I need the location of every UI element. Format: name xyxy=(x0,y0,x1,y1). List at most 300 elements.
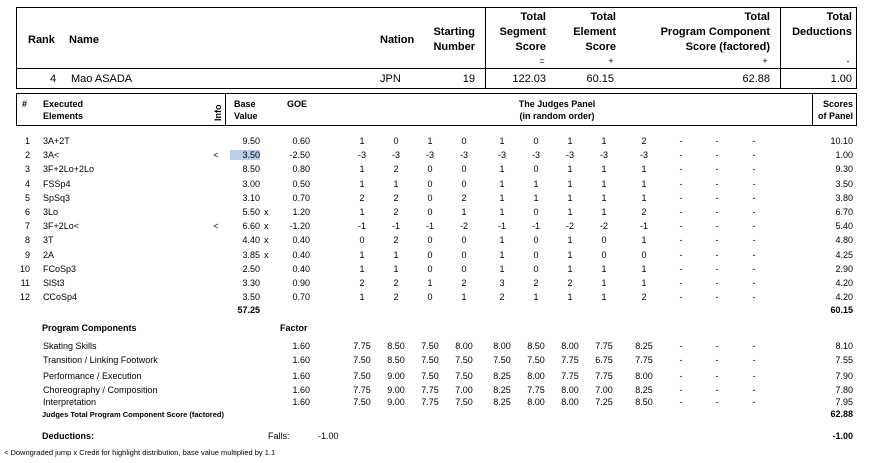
element-base-value: 3.10 xyxy=(242,192,260,203)
component-judge-score: 8.00 xyxy=(527,397,545,407)
element-bonus-marker: x xyxy=(264,235,269,246)
judge-grade: - xyxy=(752,164,756,175)
component-score: 7.95 xyxy=(835,397,853,407)
element-bonus-marker: x xyxy=(264,207,269,217)
element-number: 11 xyxy=(20,278,30,288)
judge-grade: 0 xyxy=(461,263,467,274)
judge-grade: 1 xyxy=(567,235,573,246)
component-judge-score: - xyxy=(752,355,756,365)
element-number: 3 xyxy=(24,164,30,175)
component-name: Choreography / Composition xyxy=(43,385,158,395)
header-divider-right xyxy=(780,7,781,89)
elem-header-1: Executed xyxy=(43,99,84,109)
elements-header-score-divider xyxy=(812,93,813,126)
element-base-value: 3.50 xyxy=(230,150,260,160)
skater-start: 19 xyxy=(462,73,475,85)
judge-grade: 1 xyxy=(601,164,607,175)
skater-tss: 122.03 xyxy=(512,73,546,85)
element-number: 2 xyxy=(24,150,30,161)
component-judge-score: 7.75 xyxy=(421,385,439,395)
judge-grade: 2 xyxy=(393,207,399,217)
judge-grade: 2 xyxy=(499,292,505,303)
component-judge-score: 7.75 xyxy=(595,341,613,351)
judge-grade: 1 xyxy=(359,292,365,303)
judge-grade: -1 xyxy=(425,221,434,232)
name-header: Name xyxy=(69,34,99,46)
judge-grade: 1 xyxy=(393,263,399,274)
footnote: < Downgraded jump x Credit for highlight distribution, base value multiplied by 1.1 xyxy=(4,448,276,457)
component-factor: 1.60 xyxy=(292,371,310,381)
component-judge-score: 7.50 xyxy=(421,341,439,351)
component-judge-score: 8.25 xyxy=(635,341,653,351)
judge-grade: 1 xyxy=(567,249,573,260)
elements-header-left xyxy=(16,93,17,126)
judge-grade: 2 xyxy=(393,278,399,288)
judge-grade: - xyxy=(752,278,756,288)
judge-grade: 1 xyxy=(359,164,365,175)
element-base-value: 3.00 xyxy=(242,178,260,189)
judge-grade: - xyxy=(679,292,683,303)
scores-header-1: Scores xyxy=(822,99,853,109)
judge-grade: 1 xyxy=(641,178,647,189)
judge-grade: - xyxy=(715,263,719,274)
judge-grade: - xyxy=(752,221,756,232)
judge-grade: 1 xyxy=(601,292,607,303)
skater-tes: 60.15 xyxy=(586,73,614,85)
component-judge-score: 9.00 xyxy=(387,385,405,395)
component-score: 7.90 xyxy=(835,371,853,381)
component-judge-score: 7.00 xyxy=(595,385,613,395)
judge-grade: -3 xyxy=(565,150,574,161)
component-judge-score: 7.50 xyxy=(527,355,545,365)
element-base-value: 5.50 xyxy=(242,207,260,217)
judge-grade: 1 xyxy=(567,263,573,274)
element-base-value: 9.50 xyxy=(242,136,260,146)
judge-grade: - xyxy=(679,164,683,175)
judge-grade: 1 xyxy=(641,235,647,246)
judge-grade: - xyxy=(752,150,756,161)
skater-pcs: 62.88 xyxy=(742,73,770,85)
tes-header-1: Total xyxy=(590,11,616,23)
judge-grade: - xyxy=(752,249,756,260)
element-base-value: 8.50 xyxy=(242,164,260,175)
skater-rank: 4 xyxy=(50,73,57,85)
component-judge-score: 8.00 xyxy=(561,341,579,351)
judge-grade: 0 xyxy=(533,263,539,274)
element-name: FCoSp3 xyxy=(43,263,77,274)
component-judge-score: 8.00 xyxy=(455,341,473,351)
judge-grade: 1 xyxy=(533,292,539,303)
element-number: 10 xyxy=(19,263,30,274)
component-judge-score: 8.00 xyxy=(493,341,511,351)
header-top-border xyxy=(16,7,857,8)
element-goe: 0.40 xyxy=(292,263,310,274)
judge-grade: 0 xyxy=(601,249,607,260)
judge-grade: 0 xyxy=(427,207,433,217)
judge-grade: 0 xyxy=(359,235,365,246)
element-name: 3T xyxy=(43,235,54,246)
judge-grade: 2 xyxy=(359,192,365,203)
judge-grade: 1 xyxy=(567,192,573,203)
judge-grade: 1 xyxy=(427,136,433,146)
component-factor: 1.60 xyxy=(292,397,310,407)
judge-grade: - xyxy=(715,249,719,260)
deductions-label: Deductions: xyxy=(42,431,95,441)
judge-grade: 2 xyxy=(641,207,647,217)
element-score: 5.40 xyxy=(835,221,853,232)
panel-header-1: The Judges Panel xyxy=(518,99,596,109)
judge-grade: 0 xyxy=(427,192,433,203)
component-name: Performance / Execution xyxy=(43,371,142,381)
element-name: 3F+2Lo< xyxy=(43,221,80,232)
elements-total-score: 60.15 xyxy=(830,305,853,315)
judge-grade: -1 xyxy=(357,221,366,232)
element-name: CCoSp4 xyxy=(43,292,78,303)
component-judge-score: - xyxy=(679,385,683,395)
component-name: Interpretation xyxy=(43,397,97,407)
header-right-border xyxy=(856,7,857,89)
component-judge-score: 7.50 xyxy=(353,371,371,381)
judge-grade: - xyxy=(715,235,719,246)
judge-grade: 1 xyxy=(499,136,505,146)
judge-grade: -1 xyxy=(497,221,506,232)
component-judge-score: 9.00 xyxy=(387,397,405,407)
judge-grade: 2 xyxy=(567,278,573,288)
deductions-total: -1.00 xyxy=(832,431,853,441)
judge-grade: 0 xyxy=(461,249,467,260)
judge-grade: 1 xyxy=(461,292,467,303)
component-judge-score: 8.50 xyxy=(387,355,405,365)
judge-grade: -3 xyxy=(391,150,400,161)
element-number: 12 xyxy=(19,292,30,303)
judge-grade: - xyxy=(715,136,719,146)
judge-grade: 1 xyxy=(601,178,607,189)
judge-grade: 1 xyxy=(359,136,365,146)
elements-header-top xyxy=(16,93,857,94)
judge-grade: -3 xyxy=(425,150,434,161)
judge-grade: 2 xyxy=(393,292,399,303)
element-goe: 0.40 xyxy=(292,235,310,246)
element-score: 2.90 xyxy=(835,263,853,274)
judge-grade: 1 xyxy=(567,136,573,146)
component-judge-score: - xyxy=(715,341,719,351)
judge-grade: 0 xyxy=(461,178,467,189)
pc-title: Program Components xyxy=(42,323,137,333)
component-judge-score: 7.75 xyxy=(561,371,579,381)
scores-header-2: of Panel xyxy=(817,111,853,121)
component-judge-score: 8.00 xyxy=(561,397,579,407)
starting-header-2: Number xyxy=(433,41,475,53)
element-number: 4 xyxy=(24,178,30,189)
element-score: 9.30 xyxy=(835,164,853,175)
judge-grade: 2 xyxy=(359,278,365,288)
component-judge-score: 8.00 xyxy=(635,371,653,381)
element-name: 3A< xyxy=(43,150,60,161)
tes-header-2: Element xyxy=(573,26,616,38)
judge-grade: 1 xyxy=(601,207,607,217)
judge-grade: 1 xyxy=(567,292,573,303)
judge-grade: - xyxy=(679,278,683,288)
judge-grade: 2 xyxy=(533,278,539,288)
pcs-operator: + xyxy=(762,56,768,66)
judge-grade: - xyxy=(715,221,719,232)
judge-grade: 2 xyxy=(641,292,647,303)
judge-grade: 0 xyxy=(533,235,539,246)
element-name: 3A+2T xyxy=(43,136,70,146)
tss-header-2: Segment xyxy=(499,26,546,38)
component-judge-score: 8.00 xyxy=(561,385,579,395)
judge-grade: 0 xyxy=(427,178,433,189)
judge-grade: 1 xyxy=(601,278,607,288)
element-goe: 0.40 xyxy=(292,249,310,260)
component-judge-score: - xyxy=(679,341,683,351)
component-judge-score: - xyxy=(752,385,756,395)
judge-grade: 0 xyxy=(393,136,399,146)
judge-grade: 1 xyxy=(601,192,607,203)
element-goe: 0.60 xyxy=(292,136,310,146)
judge-grade: 1 xyxy=(359,207,365,217)
pcs-header-1: Total xyxy=(744,11,770,23)
component-judge-score: 7.50 xyxy=(353,397,371,407)
judge-grade: 0 xyxy=(533,164,539,175)
element-name: 3F+2Lo+2Lo xyxy=(43,164,95,175)
element-info: < xyxy=(213,150,219,161)
element-goe: 0.50 xyxy=(292,178,310,189)
judge-grade: 1 xyxy=(533,192,539,203)
judge-grade: - xyxy=(679,207,683,217)
element-number: 5 xyxy=(24,192,30,203)
component-judge-score: 7.50 xyxy=(455,371,473,381)
component-judge-score: - xyxy=(715,397,719,407)
base-header-2: Value xyxy=(234,111,258,121)
element-number: 9 xyxy=(24,249,30,260)
judge-grade: - xyxy=(715,192,719,203)
judge-grade: 1 xyxy=(601,263,607,274)
judge-grade: 2 xyxy=(393,192,399,203)
judge-grade: 1 xyxy=(641,278,647,288)
judge-grade: 0 xyxy=(533,136,539,146)
info-header: Info xyxy=(213,104,223,121)
pc-factor-header: Factor xyxy=(280,323,308,333)
element-name: 2A xyxy=(43,249,55,260)
component-judge-score: 7.75 xyxy=(635,355,653,365)
judge-grade: -3 xyxy=(497,150,506,161)
element-base-value: 3.30 xyxy=(242,278,260,288)
judge-grade: 0 xyxy=(427,263,433,274)
judge-grade: 3 xyxy=(499,278,505,288)
element-number: 8 xyxy=(24,235,30,246)
judge-grade: 0 xyxy=(533,249,539,260)
judge-grade: 2 xyxy=(641,136,647,146)
header-divider-left xyxy=(485,7,486,89)
component-name: Skating Skills xyxy=(43,341,97,351)
ded-header-2: Deductions xyxy=(792,26,852,38)
component-judge-score: - xyxy=(715,385,719,395)
component-judge-score: 7.75 xyxy=(353,341,371,351)
element-number: 1 xyxy=(24,136,30,146)
component-judge-score: - xyxy=(679,355,683,365)
judge-grade: 1 xyxy=(567,164,573,175)
element-score: 3.80 xyxy=(835,192,853,203)
judge-grade: -2 xyxy=(565,221,574,232)
element-goe: 1.20 xyxy=(292,207,310,217)
judge-grade: - xyxy=(715,178,719,189)
judge-grade: 0 xyxy=(427,292,433,303)
judge-grade: - xyxy=(715,207,719,217)
component-factor: 1.60 xyxy=(292,355,310,365)
component-judge-score: - xyxy=(715,355,719,365)
component-score: 8.10 xyxy=(835,341,853,351)
component-judge-score: - xyxy=(752,341,756,351)
element-score: 6.70 xyxy=(835,207,853,217)
judge-grade: -2 xyxy=(599,221,608,232)
element-score: 10.10 xyxy=(830,136,853,146)
tss-operator: = xyxy=(539,56,545,66)
component-judge-score: - xyxy=(752,397,756,407)
element-goe: 0.90 xyxy=(292,278,310,288)
judge-grade: 1 xyxy=(393,249,399,260)
element-info: < xyxy=(213,221,219,232)
judge-grade: - xyxy=(679,263,683,274)
component-judge-score: 7.50 xyxy=(455,397,473,407)
judge-grade: 0 xyxy=(461,136,467,146)
component-judge-score: 8.00 xyxy=(527,371,545,381)
component-factor: 1.60 xyxy=(292,341,310,351)
judge-grade: 2 xyxy=(393,164,399,175)
element-score: 1.00 xyxy=(835,150,853,161)
judge-grade: - xyxy=(715,278,719,288)
element-bonus-marker: x xyxy=(264,221,269,232)
judge-grade: 1 xyxy=(499,178,505,189)
element-score: 3.50 xyxy=(835,178,853,189)
component-judge-score: 8.25 xyxy=(635,385,653,395)
judge-grade: - xyxy=(679,136,683,146)
judge-grade: 1 xyxy=(499,164,505,175)
base-header-1: Base xyxy=(234,99,256,109)
elem-header-2: Elements xyxy=(43,111,84,121)
tes-header-3: Score xyxy=(585,41,616,53)
header-bottom-border xyxy=(16,88,857,89)
component-judge-score: 7.25 xyxy=(595,397,613,407)
judge-grade: - xyxy=(752,136,756,146)
skater-name: Mao ASADA xyxy=(71,73,133,85)
judge-grade: - xyxy=(752,235,756,246)
judge-grade: 1 xyxy=(499,235,505,246)
component-judge-score: - xyxy=(715,371,719,381)
judge-grade: 1 xyxy=(359,178,365,189)
ded-header-1: Total xyxy=(826,11,852,23)
component-score: 7.55 xyxy=(835,355,853,365)
judge-grade: - xyxy=(679,221,683,232)
component-judge-score: - xyxy=(679,397,683,407)
falls-value: -1.00 xyxy=(318,431,339,441)
component-judge-score: 7.75 xyxy=(421,397,439,407)
judge-grade: 0 xyxy=(427,164,433,175)
judge-grade: 1 xyxy=(601,136,607,146)
component-judge-score: 8.50 xyxy=(527,341,545,351)
judge-grade: - xyxy=(752,207,756,217)
pcs-header-2: Program Component xyxy=(660,26,770,38)
element-goe: 0.70 xyxy=(292,292,310,303)
judge-grade: -2 xyxy=(459,221,468,232)
component-judge-score: 7.50 xyxy=(353,355,371,365)
judge-grade: 1 xyxy=(567,178,573,189)
judge-grade: 0 xyxy=(641,249,647,260)
component-judge-score: 7.50 xyxy=(421,355,439,365)
element-name: 3Lo xyxy=(43,207,59,217)
element-goe: 0.70 xyxy=(292,192,310,203)
component-judge-score: - xyxy=(679,371,683,381)
judge-grade: - xyxy=(715,292,719,303)
component-judge-score: 7.75 xyxy=(527,385,545,395)
judge-grade: - xyxy=(679,249,683,260)
judge-grade: -1 xyxy=(531,221,540,232)
judge-grade: -1 xyxy=(391,221,400,232)
component-factor: 1.60 xyxy=(292,385,310,395)
element-name: SlSt3 xyxy=(43,278,65,288)
judge-grade: 1 xyxy=(499,207,505,217)
component-judge-score: 7.75 xyxy=(353,385,371,395)
ded-operator: - xyxy=(846,56,850,66)
judge-grade: -3 xyxy=(639,150,648,161)
judge-grade: - xyxy=(679,150,683,161)
element-score: 4.80 xyxy=(835,235,853,246)
element-base-value: 6.60 xyxy=(242,221,260,232)
element-goe: -1.20 xyxy=(289,221,310,232)
element-number: 7 xyxy=(24,221,30,232)
judge-grade: 0 xyxy=(601,235,607,246)
element-name: FSSp4 xyxy=(43,178,71,189)
component-judge-score: 7.00 xyxy=(455,385,473,395)
judge-grade: 1 xyxy=(641,192,647,203)
judge-grade: - xyxy=(752,178,756,189)
element-bonus-marker: x xyxy=(264,249,269,260)
judge-grade: 0 xyxy=(533,207,539,217)
judge-grade: - xyxy=(679,235,683,246)
starting-header-1: Starting xyxy=(433,26,475,38)
tss-header-3: Score xyxy=(515,41,546,53)
component-judge-score: 8.25 xyxy=(493,371,511,381)
component-judge-score: - xyxy=(752,371,756,381)
component-judge-score: 7.50 xyxy=(493,355,511,365)
header-left-border xyxy=(16,7,17,89)
judge-grade: 2 xyxy=(461,278,467,288)
judge-grade: 2 xyxy=(461,192,467,203)
judge-grade: 1 xyxy=(567,207,573,217)
judge-grade: 1 xyxy=(641,263,647,274)
component-judge-score: 7.50 xyxy=(421,371,439,381)
element-base-value: 4.40 xyxy=(242,235,260,246)
element-base-value: 3.50 xyxy=(242,292,260,303)
judge-grade: - xyxy=(715,150,719,161)
judge-grade: -1 xyxy=(639,221,648,232)
tss-header-1: Total xyxy=(520,11,546,23)
element-score: 4.20 xyxy=(835,278,853,288)
element-number: 6 xyxy=(24,207,30,217)
element-score: 4.25 xyxy=(835,249,853,260)
element-score: 4.20 xyxy=(835,292,853,303)
judge-grade: - xyxy=(752,263,756,274)
judge-grade: -3 xyxy=(599,150,608,161)
panel-header-2: (in random order) xyxy=(519,111,595,121)
component-judge-score: 7.50 xyxy=(455,355,473,365)
component-judge-score: 7.75 xyxy=(595,371,613,381)
judge-grade: 1 xyxy=(461,207,467,217)
pcs-total-label: Judges Total Program Component Score (factored) xyxy=(42,410,224,419)
element-base-value: 2.50 xyxy=(242,263,260,274)
judge-grade: 0 xyxy=(427,235,433,246)
component-name: Transition / Linking Footwork xyxy=(43,355,158,365)
